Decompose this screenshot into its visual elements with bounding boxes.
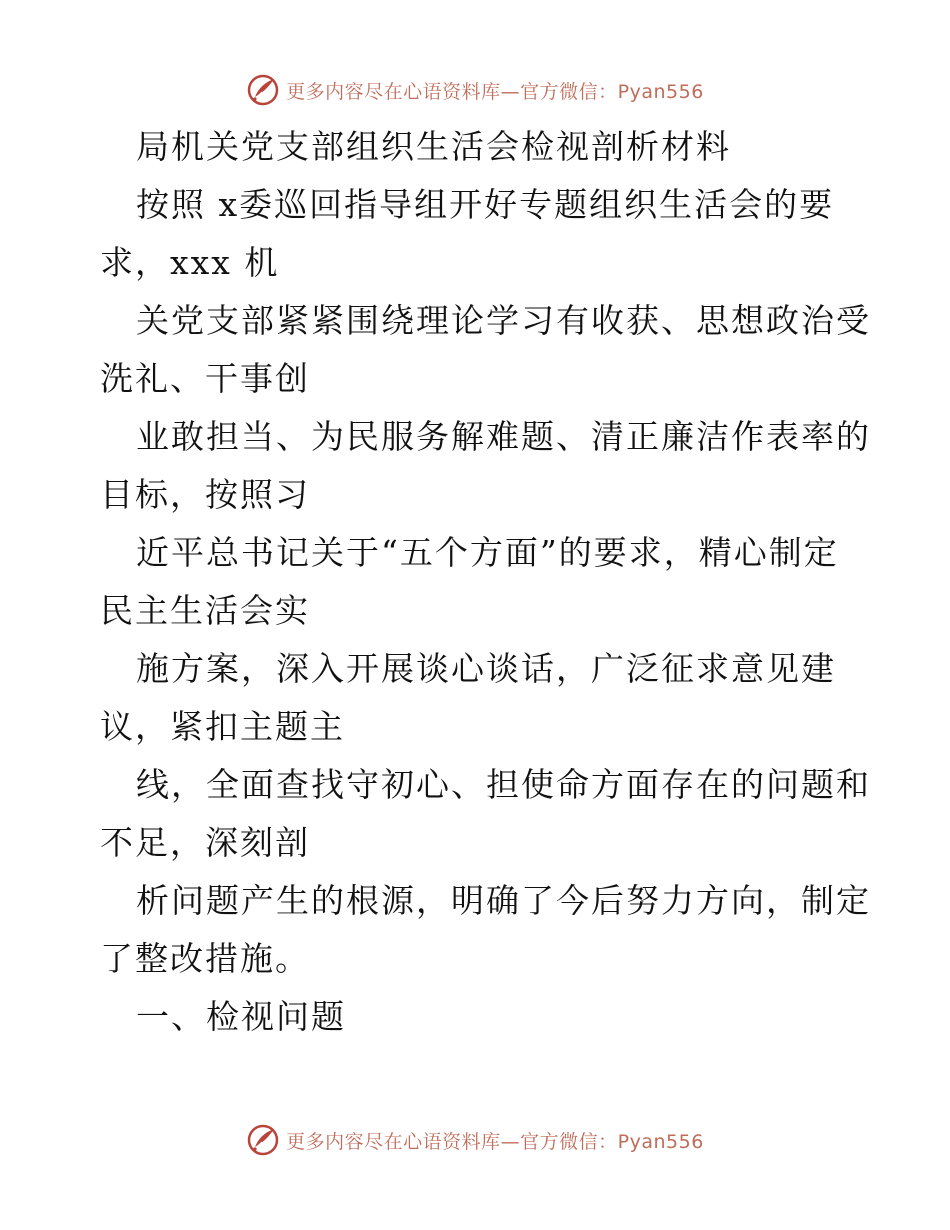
paragraph-line: 目标，按照习: [100, 475, 310, 514]
section-heading: 一、检视问题: [136, 997, 346, 1036]
header-watermark: [0, 70, 950, 110]
paragraph-line: 不足，深刻剖: [100, 823, 310, 862]
footer-watermark-text: 更多内容尽在心语资料库—官方微信：Pyan556: [286, 1130, 704, 1153]
header-watermark-text: 更多内容尽在心语资料库—官方微信：Pyan556: [286, 80, 704, 103]
document-body: [100, 118, 871, 1046]
quill-logo-icon: [246, 73, 280, 107]
paragraph-line: 业敢担当、为民服务解难题、清正廉洁作表率的: [136, 417, 871, 456]
paragraph-line: 施方案，深入开展谈心谈话，广泛征求意见建: [136, 649, 836, 688]
paragraph-line: 线，全面查找守初心、担使命方面存在的问题和: [136, 765, 871, 804]
paragraph-line: 洗礼、干事创: [100, 359, 310, 398]
paragraph-line: 了整改措施。: [100, 939, 310, 978]
paragraph-line: 近平总书记关于“五个方面”的要求，精心制定: [136, 533, 839, 572]
document-title: 局机关党支部组织生活会检视剖析材料: [136, 127, 731, 166]
paragraph-line: 议，紧扣主题主: [100, 707, 345, 746]
paragraph-line: 民主生活会实: [100, 591, 310, 630]
paragraph-line: 析问题产生的根源，明确了今后努力方向，制定: [136, 881, 871, 920]
paragraph-line: 求，xxx 机: [100, 243, 280, 282]
paragraph-line: 关党支部紧紧围绕理论学习有收获、思想政治受: [136, 301, 871, 340]
footer-watermark: [0, 1120, 950, 1160]
paragraph-line: 按照 x委巡回指导组开好专题组织生活会的要: [136, 185, 835, 224]
quill-logo-icon: [246, 1123, 280, 1157]
